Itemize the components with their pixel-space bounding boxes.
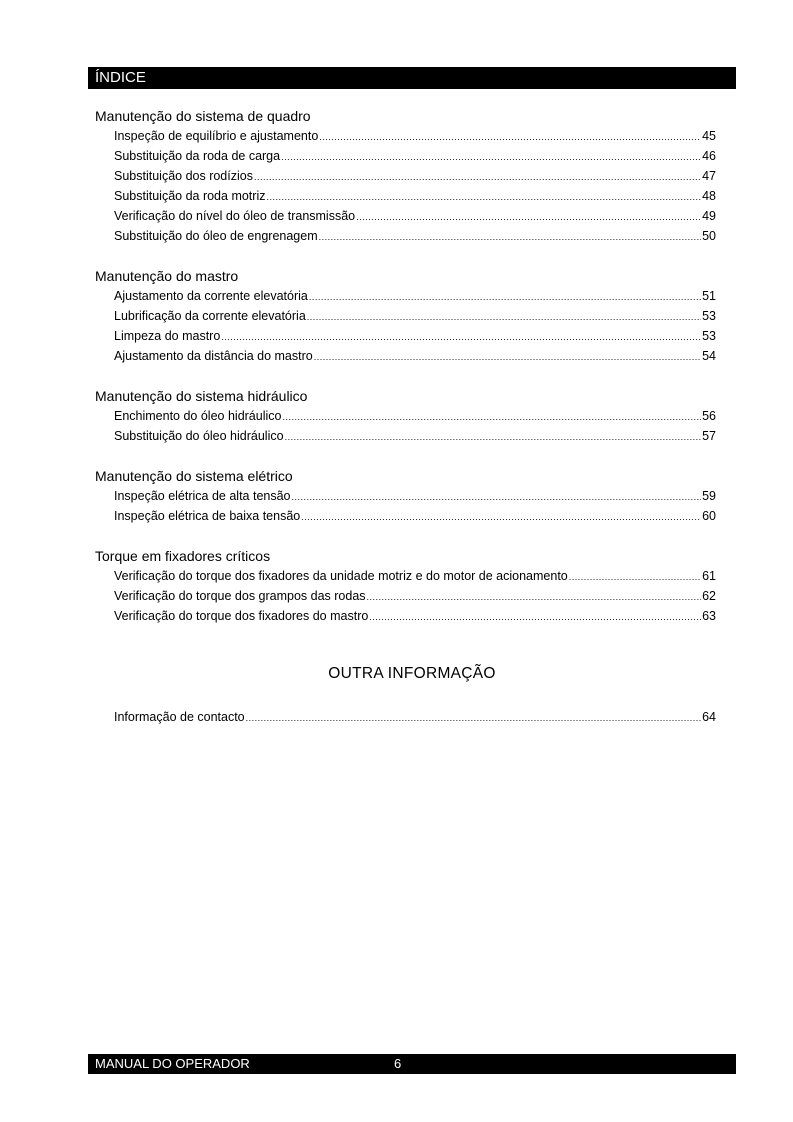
dot-leader: [314, 347, 701, 367]
toc-entry[interactable]: [95, 566, 716, 586]
dot-leader: [369, 607, 701, 627]
entry-label: Lubrificação da corrente elevatória: [114, 309, 306, 323]
dot-leader: [309, 287, 701, 307]
index-title: ÍNDICE: [95, 69, 146, 86]
entry-label: Verificação do nível do óleo de transmissão: [114, 209, 356, 223]
entry-label: Limpeza do mastro: [114, 329, 221, 343]
dot-leader: [282, 407, 701, 427]
toc-entry[interactable]: [95, 166, 716, 186]
entry-label: Inspeção elétrica de alta tensão: [114, 489, 291, 503]
section-title: Manutenção do mastro: [95, 268, 239, 284]
entry-label: Verificação do torque dos grampos das rodas: [114, 589, 366, 603]
toc-entry[interactable]: [95, 226, 716, 246]
toc-entry[interactable]: [95, 406, 716, 426]
toc-entry[interactable]: [95, 306, 716, 326]
footer-page-number: 6: [394, 1056, 402, 1071]
entry-page: 49: [702, 209, 716, 223]
dot-leader: [319, 227, 701, 247]
toc-entry[interactable]: [95, 606, 716, 626]
dot-leader: [307, 307, 701, 327]
entry-page: 62: [702, 589, 716, 603]
dot-leader: [367, 587, 702, 607]
dot-leader: [301, 507, 701, 527]
entry-label: Substituição da roda motriz: [114, 189, 266, 203]
entry-page: 50: [702, 229, 716, 243]
toc-section: [95, 266, 716, 366]
entry-page: 51: [702, 289, 716, 303]
index-header-bar: [88, 67, 736, 89]
dot-leader: [319, 127, 701, 147]
entry-label: Informação de contacto: [114, 710, 245, 724]
other-information-heading: OUTRA INFORMAÇÃO: [328, 665, 496, 682]
toc-entry[interactable]: [95, 286, 716, 306]
entry-page: 57: [702, 429, 716, 443]
entry-page: 53: [702, 329, 716, 343]
entry-page: 53: [702, 309, 716, 323]
toc-section: [95, 106, 716, 246]
section-title: Manutenção do sistema de quadro: [95, 108, 311, 124]
dot-leader: [254, 167, 701, 187]
dot-leader: [266, 187, 701, 207]
entry-label: Verificação do torque dos fixadores da unidade motriz e do motor de acionamento: [114, 569, 568, 583]
toc-entry[interactable]: [95, 126, 716, 146]
entry-page: 48: [702, 189, 716, 203]
entry-label: Ajustamento da distância do mastro: [114, 349, 313, 363]
section-title: Torque em fixadores críticos: [95, 548, 271, 564]
entry-label: Ajustamento da corrente elevatória: [114, 289, 308, 303]
entry-page: 56: [702, 409, 716, 423]
entry-page: 60: [702, 509, 716, 523]
section-title: Manutenção do sistema hidráulico: [95, 388, 308, 404]
toc-entry[interactable]: [95, 586, 716, 606]
entry-label: Enchimento do óleo hidráulico: [114, 409, 282, 423]
entry-label: Verificação do torque dos fixadores do mastro: [114, 609, 369, 623]
entry-page: 45: [702, 129, 716, 143]
entry-page: 63: [702, 609, 716, 623]
dot-leader: [356, 207, 701, 227]
dot-leader: [246, 708, 701, 728]
toc-entry[interactable]: [95, 346, 716, 366]
entry-page: 59: [702, 489, 716, 503]
entry-label: Substituição do óleo hidráulico: [114, 429, 284, 443]
entry-label: Inspeção de equilíbrio e ajustamento: [114, 129, 319, 143]
toc-entry[interactable]: [95, 186, 716, 206]
table-of-contents: [95, 106, 716, 646]
dot-leader: [292, 487, 702, 507]
toc-entry[interactable]: [95, 146, 716, 166]
toc-entry[interactable]: [95, 506, 716, 526]
entry-label: Inspeção elétrica de baixa tensão: [114, 509, 301, 523]
entry-label: Substituição da roda de carga: [114, 149, 281, 163]
entry-page: 64: [702, 710, 716, 724]
dot-leader: [281, 147, 701, 167]
entry-label: Substituição dos rodízios: [114, 169, 253, 183]
other-information-list: [95, 707, 716, 727]
entry-page: 54: [702, 349, 716, 363]
dot-leader: [285, 427, 702, 447]
footer-bar: [88, 1054, 736, 1074]
entry-page: 47: [702, 169, 716, 183]
toc-section: [95, 386, 716, 446]
toc-entry[interactable]: [95, 486, 716, 506]
toc-entry[interactable]: [95, 426, 716, 446]
toc-section: [95, 546, 716, 626]
dot-leader: [221, 327, 701, 347]
entry-page: 46: [702, 149, 716, 163]
footer-manual-title: MANUAL DO OPERADOR: [95, 1056, 250, 1071]
toc-entry[interactable]: [95, 326, 716, 346]
dot-leader: [569, 567, 701, 587]
entry-page: 61: [702, 569, 716, 583]
entry-label: Substituição do óleo de engrenagem: [114, 229, 318, 243]
toc-entry[interactable]: [95, 206, 716, 226]
toc-section: [95, 466, 716, 526]
toc-entry[interactable]: [95, 707, 716, 727]
section-title: Manutenção do sistema elétrico: [95, 468, 293, 484]
